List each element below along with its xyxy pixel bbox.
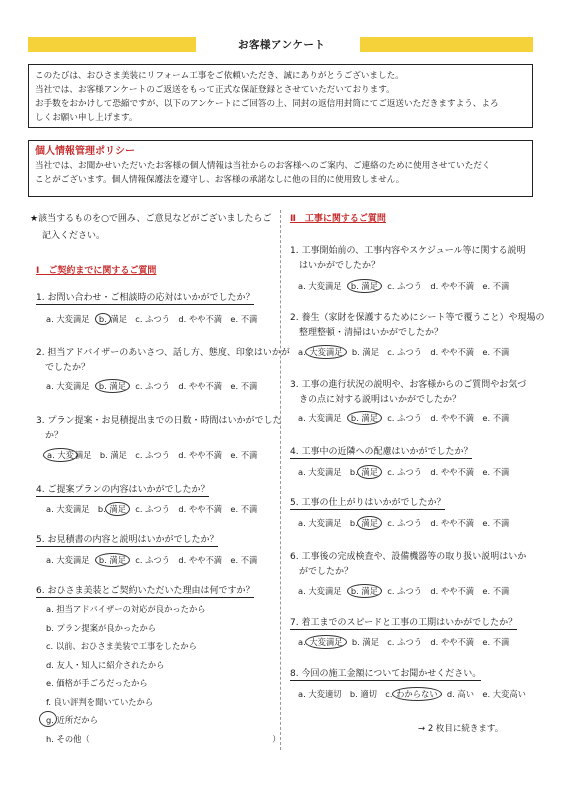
s2-q3-options[interactable]: a. 大変満足 b. 満足 c. ふつう d. やや不満 e. 不満 bbox=[298, 413, 510, 423]
header-banner-left bbox=[28, 37, 196, 52]
s2-q1-options[interactable]: a. 大変満足 b. 満足 c. ふつう d. やや不満 e. 不満 bbox=[298, 281, 510, 291]
selected-circle: 満足 bbox=[105, 502, 130, 516]
s2-q7-title: 7. 着工までのスピードと工事の工期はいかがでしたか？ bbox=[290, 618, 518, 628]
selected-circle: わからない bbox=[392, 687, 442, 701]
s1-q1-title: 1. お問い合わせ・ご相談時の応対はいかがでしたか？ bbox=[36, 293, 255, 303]
s2-q8-title: 8. 今回の施工金額についてお聞かせください。 bbox=[290, 669, 482, 679]
s1-q5-title: 5. お見積書の内容と説明はいかがでしたか？ bbox=[36, 535, 219, 545]
policy-title: 個人情報管理ポリシー bbox=[35, 146, 135, 157]
selected-circle: a. 大変 bbox=[43, 448, 78, 462]
intro-line: しくお願い申し上げます。 bbox=[35, 113, 138, 123]
intro-box bbox=[28, 64, 533, 128]
selected-circle: 大変満足 bbox=[305, 635, 346, 649]
selected-circle: b. 満足 bbox=[347, 584, 382, 598]
selected-circle: 満足 bbox=[357, 516, 382, 530]
intro-line: 当社では、お客様アンケートのご返送をもって正式な保証登録とさせていただいております。 bbox=[35, 85, 395, 95]
list-item[interactable]: b. プラン提案が良かったから bbox=[46, 622, 157, 633]
intro-line: お手数をおかけして恐縮ですが、以下のアンケートにご回答の上、同封の返信用封筒にてご返送いただきますよう、よろ bbox=[35, 99, 499, 109]
selected-circle: b. 満足 bbox=[95, 379, 130, 393]
header-banner-right bbox=[360, 37, 533, 52]
list-item[interactable]: c. 以前、おひさま美装で工事をしたから bbox=[46, 641, 197, 651]
s2-q6-title: 6. 工事後の完成検査や、設備機器等の取り扱い説明はいか がでしたか？ bbox=[290, 552, 527, 577]
s2-q4-title: 4. 工事中の近隣への配慮はいかがでしたか？ bbox=[290, 447, 473, 457]
s1-q2-options[interactable]: a. 大変満足 b. 満足 c. ふつう d. やや不満 e. 不満 bbox=[46, 381, 258, 391]
continue-note: → 2 枚目に続きます。 bbox=[418, 724, 504, 734]
s2-q2-options[interactable]: a. 大変満足 b. 満足 c. ふつう d. やや不満 e. 不満 bbox=[298, 347, 510, 357]
s1-q6-options bbox=[46, 600, 286, 748]
s2-q2-title: 2. 養生（家財を保護するためにシート等で覆うこと）や現場の 整理整頓・清掃はいかがでしたか？ bbox=[290, 313, 545, 338]
instruction-line: ★該当するものを○で囲み、ご意見などがございましたらご bbox=[30, 214, 272, 224]
page-title: お客様アンケート bbox=[238, 39, 326, 51]
s2-q5-options[interactable]: a. 大変満足 b. 満足 c. ふつう d. やや不満 e. 不満 bbox=[298, 518, 510, 528]
policy-line: 当社では、お聞かせいただいたお客様の個人情報は当社からのお客様へのご案内、ご連絡のために使用させていただく bbox=[35, 161, 491, 171]
selected-circle bbox=[39, 711, 57, 727]
list-item-selected[interactable]: g. 近所だから bbox=[46, 711, 286, 730]
selected-circle: b. 満足 bbox=[347, 279, 382, 293]
s1-q3-options[interactable]: a. 大変満足 b. 満足 c. ふつう d. やや不満 e. 不満 bbox=[46, 449, 257, 461]
instruction-line: 記入ください。 bbox=[42, 231, 106, 241]
list-item[interactable]: e. 価格が手ごろだったから bbox=[46, 678, 148, 688]
s1-q5-options[interactable]: a. 大変満足 b. 満足 c. ふつう d. やや不満 e. 不満 bbox=[46, 555, 258, 565]
s2-q8-options[interactable]: a. 大変適切 b. 適切 c. わからない d. 高い e. 大変高い bbox=[298, 689, 526, 699]
s2-q7-options[interactable]: a. 大変満足 b. 満足 c. ふつう d. やや不満 e. 不満 bbox=[298, 637, 510, 647]
s2-q5-title: 5. 工事の仕上がりはいかがでしたか？ bbox=[290, 498, 446, 508]
selected-circle: 満足 bbox=[357, 465, 382, 479]
s1-q3-title: 3. プラン提案・お見積提出までの日数・時間はいかがでした か？ bbox=[36, 416, 282, 441]
privacy-policy-box bbox=[28, 140, 533, 197]
selected-circle: 大変満足 bbox=[305, 345, 346, 359]
s2-q6-options[interactable]: a. 大変満足 b. 満足 c. ふつう d. やや不満 e. 不満 bbox=[298, 586, 510, 596]
section1-heading: Ⅰ ご契約までに関するご質問 bbox=[36, 266, 157, 276]
instruction bbox=[30, 211, 280, 245]
s1-q6-title: 6. おひさま美装とご契約いただいた理由は何ですか？ bbox=[36, 586, 255, 596]
list-item[interactable]: f. 良い評判を聞いていたから bbox=[46, 696, 154, 707]
policy-line: ことがございます。個人情報保護法を遵守し、お客様の承諾なしに他の目的に使用致しません。 bbox=[35, 175, 405, 185]
list-item[interactable]: a. 担当アドバイザーの対応が良かったから bbox=[46, 604, 206, 614]
s1-q4-title: 4. ご提案プランの内容はいかがでしたか？ bbox=[36, 485, 210, 495]
selected-circle: b. bbox=[95, 313, 111, 325]
selected-circle: b. 満足 bbox=[95, 553, 130, 567]
section2-heading: Ⅱ 工事に関するご質問 bbox=[290, 214, 386, 224]
s1-q4-options[interactable]: a. 大変満足 b. 満足 c. ふつう d. やや不満 e. 不満 bbox=[46, 504, 258, 514]
list-item[interactable]: d. 友人・知人に紹介されたから bbox=[46, 659, 165, 670]
s2-q3-title: 3. 工事の進行状況の説明や、お客様からのご質問やお気づ きの点に対する説明はいかがでしたか？ bbox=[290, 380, 527, 405]
s2-q4-options[interactable]: a. 大変満足 b. 満足 c. ふつう d. やや不満 e. 不満 bbox=[298, 467, 510, 477]
s1-q2-title: 2. 担当アドバイザーのあいさつ、話し方、態度、印象はいかが でしたか？ bbox=[36, 348, 290, 373]
intro-line: このたびは、おひさま美装にリフォーム工事をご依頼いただき、誠にありがとうございました。 bbox=[35, 71, 404, 81]
list-item[interactable]: h. その他（ ） bbox=[46, 733, 281, 744]
s2-q1-title: 1. 工事開始前の、工事内容やスケジュール等に関する説明 はいかがでしたか？ bbox=[290, 246, 526, 271]
selected-circle: b. 満足 bbox=[347, 411, 382, 425]
s1-q1-options[interactable]: a. 大変満足 b. 満足 c. ふつう d. やや不満 e. 不満 bbox=[46, 314, 258, 324]
